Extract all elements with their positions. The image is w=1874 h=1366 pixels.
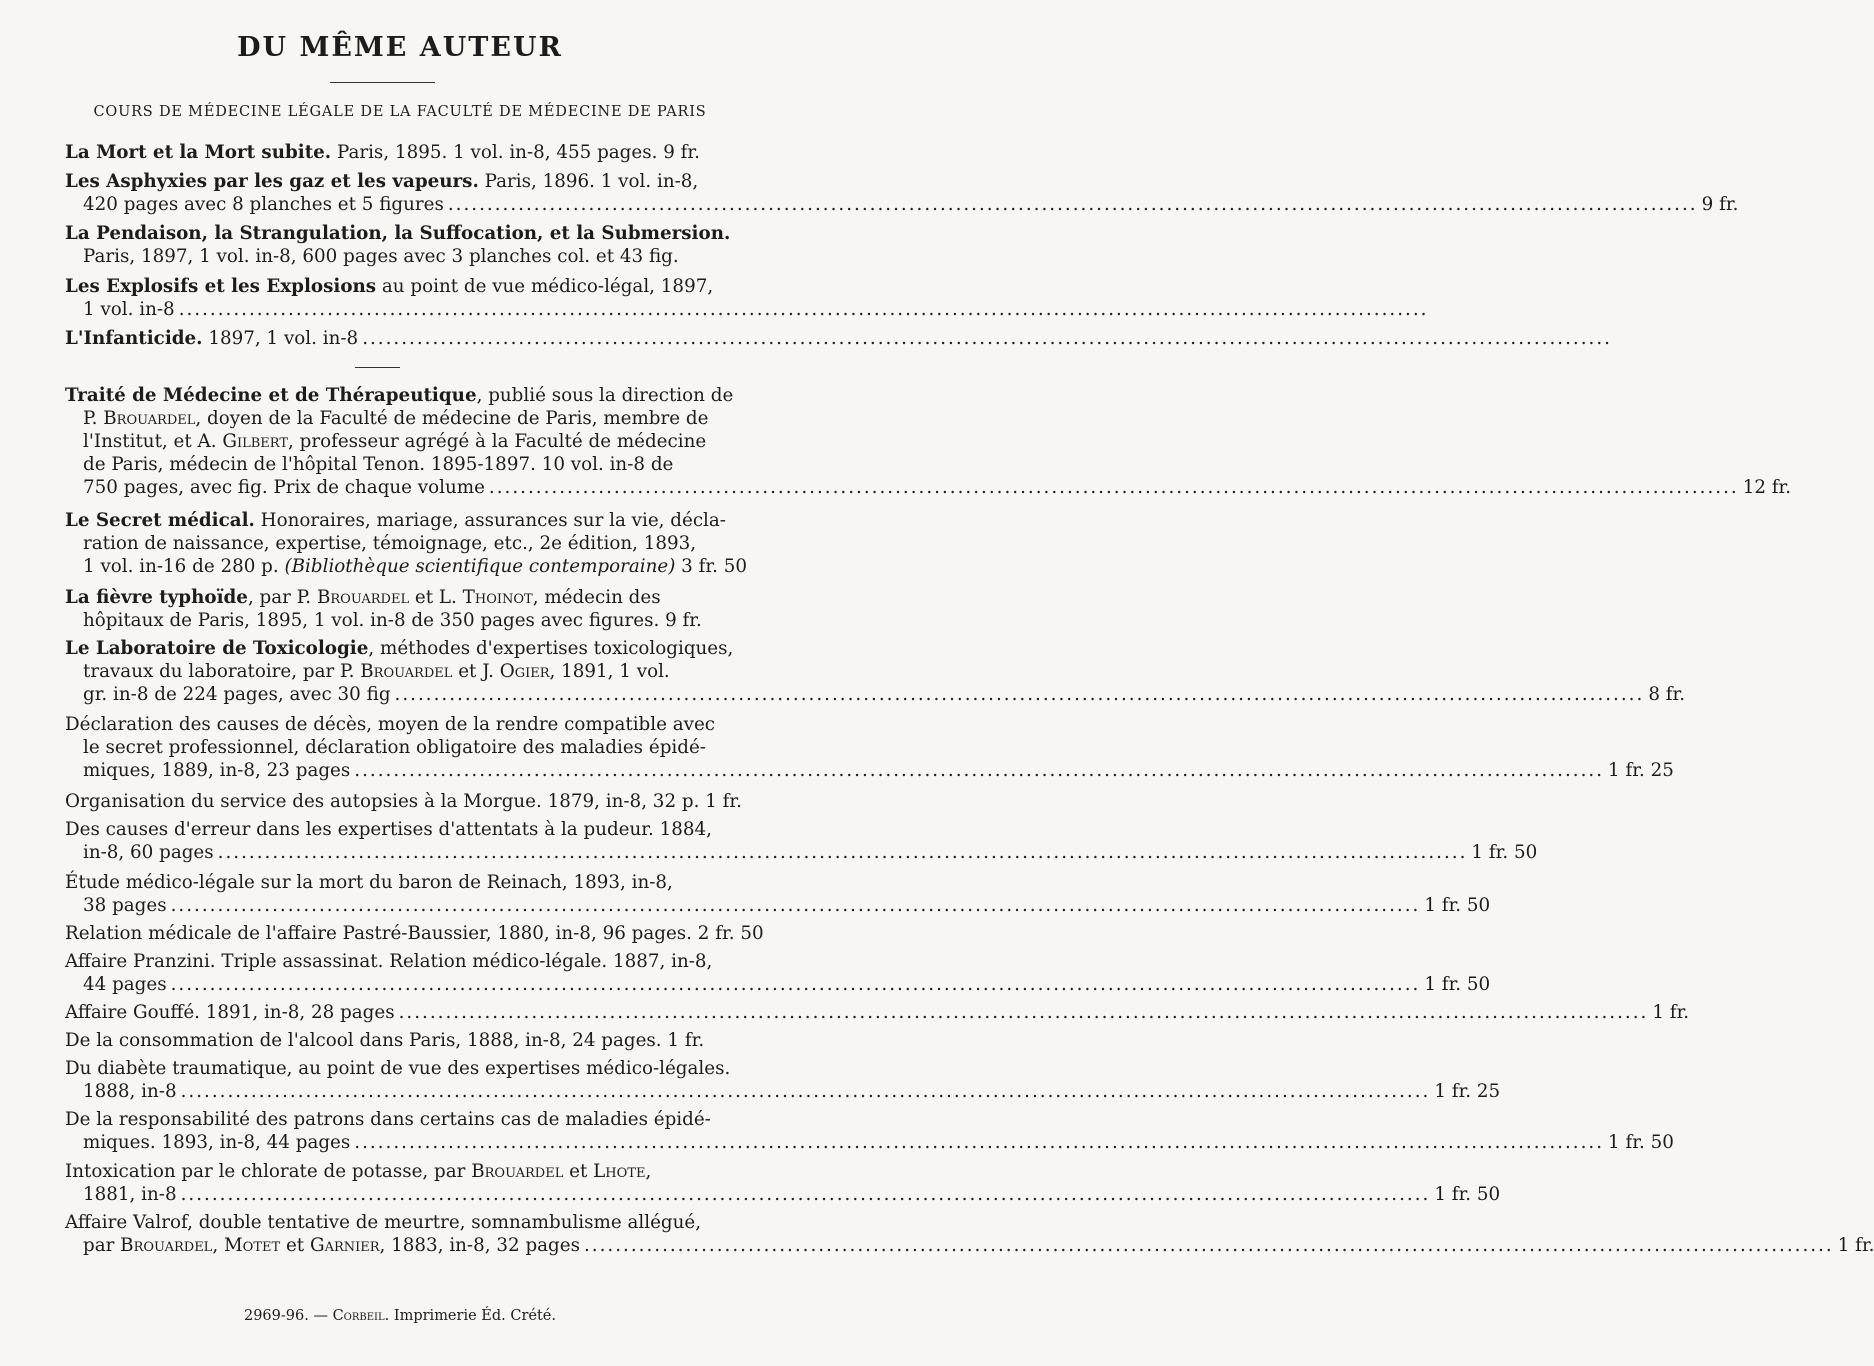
entry-text: De la consommation de l'alcool dans Paris, 1888, in-8, 24 pages. 1 fr. <box>65 1030 705 1051</box>
entry-price: 1 fr. 50 <box>1424 895 1491 916</box>
bibliography-entry <box>65 170 1739 216</box>
entry-text: , médecin des <box>532 587 661 608</box>
entry-text: 1 vol. in-16 de 280 p. <box>83 556 285 577</box>
dot-leader: ................................................................................................................................................................ <box>398 1002 1649 1023</box>
entry-line <box>65 1108 735 1131</box>
page-title: DU MÊME AUTEUR <box>237 32 563 63</box>
entry-text: , méthodes d'expertises toxicologiques, <box>368 638 734 659</box>
title-rule <box>330 82 435 83</box>
entry-text: Brouardel <box>316 587 410 608</box>
entry-line <box>65 384 735 407</box>
entry-text: 38 pages <box>83 895 167 916</box>
entry-line <box>65 1057 735 1080</box>
entry-text: et J. <box>452 661 500 682</box>
entry-text: et L. <box>409 587 463 608</box>
entry-line <box>65 170 735 193</box>
entry-text: de Paris, médecin de l'hôpital Tenon. 1895-1897. 10 vol. in-8 de <box>83 454 674 475</box>
entry-text: au point de vue médico-légal, 1897, <box>376 276 714 297</box>
entry-price: 1 fr. 50 <box>1608 1132 1674 1153</box>
entry-text: Motet <box>223 1235 281 1256</box>
dot-leader: ................................................................................................................................................................ <box>488 477 1739 498</box>
entry-text: 750 pages, avec fig. Prix de chaque volume <box>83 477 485 498</box>
entry-text: le secret professionnel, déclaration obligatoire des maladies épidé- <box>83 737 706 758</box>
entry-line <box>65 193 1739 216</box>
entry-text: hôpitaux de Paris, 1895, 1 vol. in-8 de 350 pages avec figures. 9 fr. <box>83 610 702 631</box>
entry-text: Honoraires, mariage, assurances sur la vie, décla- <box>254 510 726 531</box>
entry-text: 3 fr. 50 <box>675 556 747 577</box>
entry-text: Les Asphyxies par les gaz et les vapeurs. <box>65 171 479 192</box>
entry-text: Paris, 1896. 1 vol. in-8, <box>478 171 699 192</box>
entry-text: travaux du laboratoire, par P. <box>83 661 361 682</box>
bibliography-entry <box>65 1001 1690 1024</box>
series-heading: COURS DE MÉDECINE LÉGALE DE LA FACULTÉ DE MÉDECINE DE PARIS <box>93 104 707 120</box>
bibliography-entry <box>65 950 1491 996</box>
entry-text: par <box>83 1235 121 1256</box>
entry-line <box>65 1080 1501 1103</box>
entry-line <box>65 736 735 759</box>
imprint-code: 2969-96. — <box>243 1308 328 1324</box>
section-separator <box>355 367 400 368</box>
entry-price: 1 fr. 50 <box>1434 1184 1501 1205</box>
entry-line <box>65 713 735 736</box>
entry-text: P. <box>83 408 104 429</box>
entry-text: , doyen de la Faculté de médecine de Paris, membre de <box>195 408 709 429</box>
entry-line <box>65 637 735 660</box>
entry-line <box>65 222 735 245</box>
entry-text: , 1883, in-8, 32 pages <box>379 1235 580 1256</box>
entry-line <box>65 555 747 578</box>
entry-text: Les Explosifs et les Explosions <box>65 276 377 297</box>
entry-price: 1 fr. <box>1652 1002 1690 1023</box>
entry-line <box>65 871 735 894</box>
entry-line <box>65 1234 1874 1257</box>
entry-price: 1 fr. 25 <box>1608 760 1674 781</box>
dot-leader: ................................................................................................................................................................ <box>180 1184 1431 1205</box>
dot-leader: ................................................................................................................................................................ <box>583 1235 1834 1256</box>
bibliography-entry <box>65 818 1538 864</box>
bibliography-entry <box>65 384 1792 499</box>
entry-text: , <box>212 1235 224 1256</box>
entry-text: Paris, 1895. 1 vol. in-8, 455 pages. 9 fr. <box>331 142 700 163</box>
bibliography-entry <box>65 586 735 632</box>
entry-line <box>65 141 735 164</box>
entry-line <box>65 327 1612 350</box>
entry-text: Étude médico-légale sur la mort du baron de Reinach, 1893, in-8, <box>65 872 673 893</box>
entry-line <box>65 922 764 945</box>
entry-text: in-8, 60 pages <box>83 842 214 863</box>
entry-line <box>65 759 1674 782</box>
entry-line <box>65 950 735 973</box>
entry-text: Brouardel <box>120 1235 213 1256</box>
entry-text: Brouardel <box>360 661 453 682</box>
printer-imprint <box>0 1308 800 1324</box>
entry-text: 44 pages <box>83 974 167 995</box>
entry-line <box>65 1029 735 1052</box>
entry-text: Brouardel <box>103 408 196 429</box>
entry-text: Relation médicale de l'affaire Pastré-Baussier, 1880, in-8, 96 pages. 2 fr. 50 <box>65 923 764 944</box>
dot-leader: ................................................................................................................................................................ <box>447 194 1698 215</box>
entry-price: 1 fr. 50 <box>1471 842 1538 863</box>
entry-line <box>65 1183 1501 1206</box>
entry-text: Le Secret médical. <box>65 510 255 531</box>
entry-text: La Pendaison, la Strangulation, la Suffocation, et la Submersion. <box>65 223 731 244</box>
entry-text: , publié sous la direction de <box>476 385 734 406</box>
entry-line <box>65 298 1429 321</box>
entry-line <box>65 476 1792 499</box>
entry-line <box>65 1131 1674 1154</box>
bibliography-entry <box>65 327 1612 350</box>
entry-price: 1 fr. 50 <box>1424 974 1491 995</box>
entry-text: Paris, 1897, 1 vol. in-8, 600 pages avec 3 planches col. et 43 fig. <box>83 246 679 267</box>
entry-text: et <box>563 1161 594 1182</box>
bibliography-entry <box>65 922 764 945</box>
entry-text: , professeur agrégé à la Faculté de médecine <box>288 431 707 452</box>
bibliography-entry <box>65 275 1429 321</box>
entry-text: miques. 1893, in-8, 44 pages <box>83 1132 351 1153</box>
entry-line <box>65 407 735 430</box>
entry-line <box>65 1211 735 1234</box>
entry-line <box>65 894 1491 917</box>
entry-line <box>65 841 1538 864</box>
entry-line <box>65 1160 735 1183</box>
entry-text: Ogier <box>499 661 550 682</box>
bibliography-entry <box>65 871 1491 917</box>
dot-leader: ................................................................................................................................................................ <box>394 684 1645 705</box>
entry-text: Déclaration des causes de décès, moyen de la rendre compatible avec <box>65 714 716 735</box>
entry-line <box>65 430 735 453</box>
entry-text: Brouardel <box>471 1161 564 1182</box>
entry-price: 1 fr. <box>1837 1235 1874 1256</box>
entry-text: , 1891, 1 vol. <box>549 661 670 682</box>
bibliography-entry <box>65 1108 1674 1154</box>
entry-text: gr. in-8 de 224 pages, avec 30 fig <box>83 684 391 705</box>
bibliography-entry <box>65 1160 1501 1206</box>
entry-text: Traité de Médecine et de Thérapeutique <box>65 385 477 406</box>
bibliography-entry <box>65 141 735 164</box>
entry-text: 420 pages avec 8 planches et 5 figures <box>83 194 444 215</box>
entry-text: Affaire Valrof, double tentative de meurtre, somnambulisme allégué, <box>65 1212 702 1233</box>
entry-text: La Mort et la Mort subite. <box>65 142 332 163</box>
entry-price: 1 fr. 25 <box>1434 1081 1501 1102</box>
entry-text: (Bibliothèque scientifique contemporaine) <box>284 556 676 577</box>
entry-price: 8 fr. <box>1648 684 1686 705</box>
entry-text: ration de naissance, expertise, témoignage, etc., 2e édition, 1893, <box>83 533 697 554</box>
entry-line <box>65 275 735 298</box>
entry-text: Intoxication par le chlorate de potasse, par <box>65 1161 472 1182</box>
entry-text <box>65 327 358 350</box>
entry-text: L'Infanticide. <box>65 328 203 349</box>
bibliography-entry <box>65 790 742 813</box>
entry-line <box>65 586 735 609</box>
entry-line <box>65 818 735 841</box>
bibliography-entry <box>65 1057 1501 1103</box>
entry-text: Garnier <box>309 1235 380 1256</box>
entry-line <box>65 532 735 555</box>
entry-line <box>65 1001 1690 1024</box>
imprint-city: Corbeil. <box>332 1308 390 1324</box>
dot-leader: ................................................................................................................................................................ <box>354 760 1605 781</box>
bibliography-entry <box>65 713 1674 782</box>
bibliography-entry <box>65 509 747 578</box>
bibliography-entry <box>65 222 735 268</box>
dot-leader: ................................................................................................................................................................ <box>170 895 1421 916</box>
entry-text: miques, 1889, in-8, 23 pages <box>83 760 351 781</box>
entry-line <box>65 453 735 476</box>
entry-text: Gilbert <box>222 431 288 452</box>
bibliography-entry <box>65 637 1686 706</box>
entry-text: La fièvre typhoïde <box>65 587 248 608</box>
dot-leader: ................................................................................................................................................................ <box>354 1132 1605 1153</box>
entry-text: , par P. <box>247 587 317 608</box>
entry-line <box>65 245 735 268</box>
entry-text: Organisation du service des autopsies à la Morgue. 1879, in-8, 32 p. 1 fr. <box>65 791 742 812</box>
entry-text: Des causes d'erreur dans les expertises d'attentats à la pudeur. 1884, <box>65 819 712 840</box>
imprint-printer: Imprimerie Éd. Crété. <box>393 1308 556 1324</box>
entry-line <box>65 790 742 813</box>
entry-text: Le Laboratoire de Toxicologie <box>65 638 369 659</box>
entry-text: 1888, in-8 <box>83 1081 177 1102</box>
dot-leader: ................................................................................................................................................................ <box>170 974 1421 995</box>
entry-text: De la responsabilité des patrons dans certains cas de maladies épidé- <box>65 1109 711 1130</box>
entry-line <box>65 683 1686 706</box>
entry-text: 1897, 1 vol. in-8 <box>202 328 359 349</box>
entry-line <box>65 973 1491 996</box>
bibliography-entry <box>65 1211 1874 1257</box>
entry-text: , <box>645 1161 652 1182</box>
entry-price: 12 fr. <box>1742 477 1792 498</box>
entry-line <box>65 609 735 632</box>
entry-text: et <box>280 1235 310 1256</box>
entry-text: Thoinot <box>462 587 533 608</box>
entry-text: 1 vol. in-8 <box>83 299 175 320</box>
entry-text: 1881, in-8 <box>83 1184 177 1205</box>
entry-text: Du diabète traumatique, au point de vue des expertises médico-légales. <box>65 1058 731 1079</box>
entry-text: Lhote <box>593 1161 646 1182</box>
dot-leader: ................................................................................................................................................................ <box>217 842 1468 863</box>
entry-text <box>83 1234 580 1257</box>
dot-leader: ................................................................................................................................................................ <box>362 328 1612 349</box>
entry-line <box>65 660 735 683</box>
bibliography-entry <box>65 1029 735 1052</box>
entry-text: l'Institut, et A. <box>83 431 223 452</box>
dot-leader: ................................................................................................................................................................ <box>178 299 1429 320</box>
entry-line <box>65 509 735 532</box>
entry-text: Affaire Pranzini. Triple assassinat. Relation médico-légale. 1887, in-8, <box>65 951 713 972</box>
entry-text: Affaire Gouffé. 1891, in-8, 28 pages <box>65 1002 395 1023</box>
dot-leader: ................................................................................................................................................................ <box>180 1081 1431 1102</box>
entry-price: 9 fr. <box>1701 194 1739 215</box>
